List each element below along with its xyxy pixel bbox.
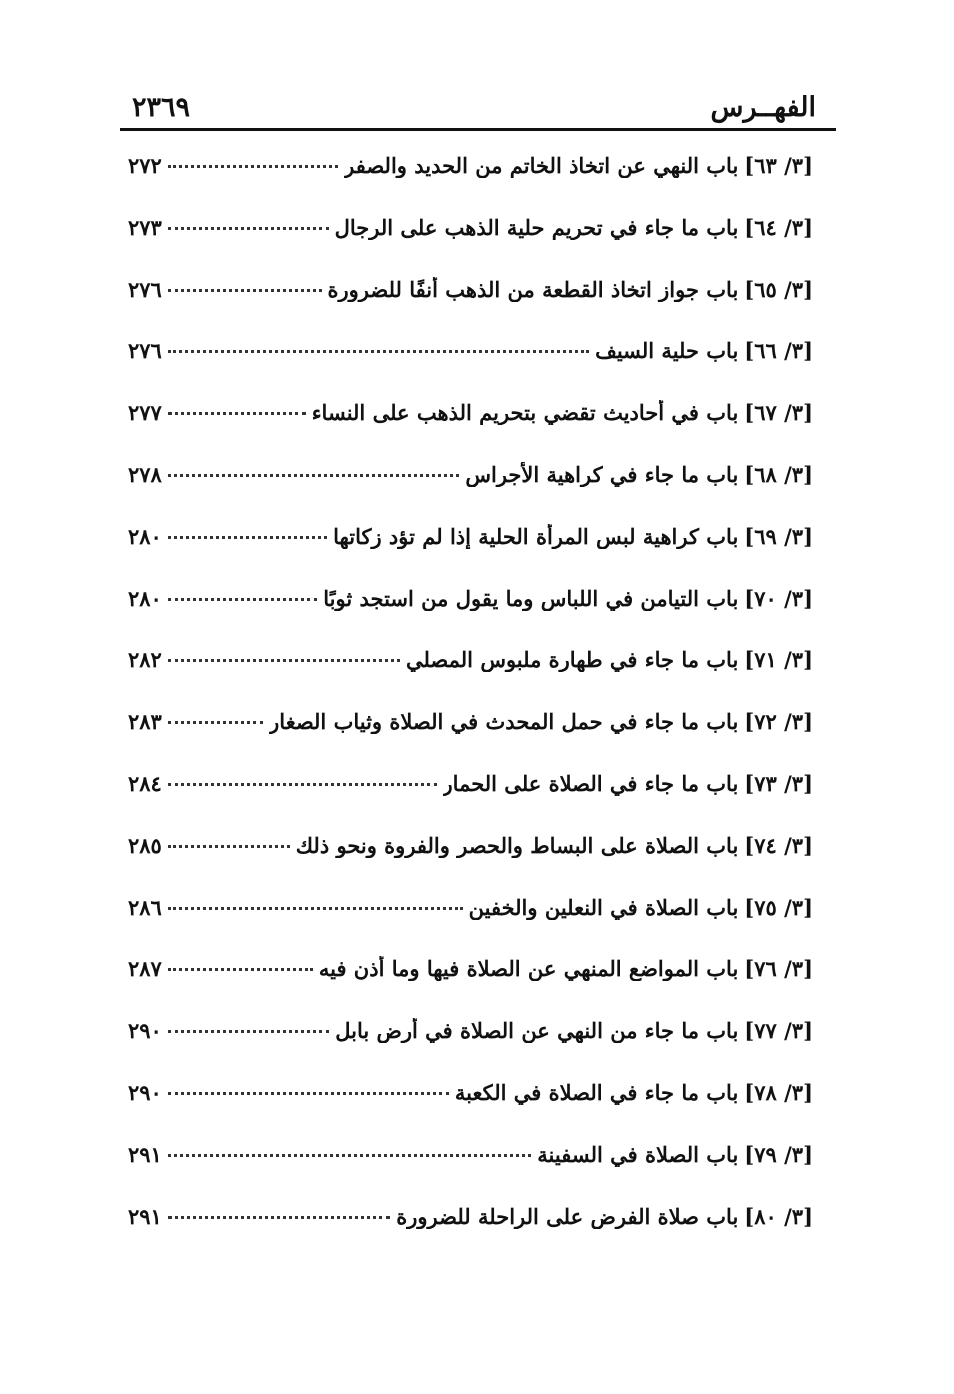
- toc-entry-title: باب ما جاء في حمل المحدث في الصلاة وثياب الصغار: [269, 709, 739, 735]
- toc-entry-number: [٣/ ٦٦]: [744, 338, 813, 364]
- toc-entry-number: [٣/ ٧٢]: [744, 709, 813, 735]
- toc-entry-number: [٣/ ٧٥]: [744, 894, 813, 920]
- toc-entry-title: باب المواضع المنهي عن الصلاة فيها وما أذن فيه: [318, 956, 739, 982]
- toc-entry-number: [٣/ ٧١]: [744, 647, 813, 673]
- toc-dot-leader: [168, 412, 306, 415]
- toc-dot-leader: [168, 659, 400, 662]
- toc-entry: [128, 1018, 813, 1080]
- table-of-contents: [128, 153, 813, 1265]
- toc-entry: [128, 1080, 813, 1142]
- toc-entry-title: باب الصلاة في السفينة: [537, 1141, 739, 1167]
- toc-entry: [128, 338, 813, 400]
- toc-dot-leader: [168, 1216, 390, 1219]
- toc-dot-leader: [168, 968, 313, 971]
- toc-entry-number: [٣/ ٧٣]: [744, 770, 813, 796]
- toc-entry-page: ٢٩١: [128, 1203, 162, 1229]
- toc-entry-page: ٢٧٧: [128, 400, 162, 426]
- toc-dot-leader: [168, 845, 290, 848]
- toc-entry: [128, 153, 813, 215]
- toc-entry-number: [٣/ ٧٧]: [744, 1018, 813, 1044]
- page-title: الفهــرس: [710, 92, 816, 123]
- toc-entry-page: ٢٨٥: [128, 832, 162, 858]
- toc-entry-title: باب ما جاء من النهي عن الصلاة في أرض بابل: [335, 1018, 739, 1044]
- toc-entry-title: باب صلاة الفرض على الراحلة للضرورة: [396, 1203, 739, 1229]
- toc-entry-page: ٢٧٦: [128, 276, 162, 302]
- toc-dot-leader: [168, 1092, 449, 1095]
- toc-entry-number: [٣/ ٦٤]: [744, 214, 813, 240]
- toc-entry-title: باب ما جاء في الصلاة على الحمار: [442, 770, 739, 796]
- page-number: ٢٣٦٩: [132, 92, 191, 123]
- header-rule: [120, 128, 836, 131]
- toc-dot-leader: [168, 783, 437, 786]
- toc-entry-title: باب جواز اتخاذ القطعة من الذهب أنفًا للضرورة: [327, 276, 739, 302]
- toc-entry-title: باب كراهية لبس المرأة الحلية إذا لم تؤد زكاتها: [333, 523, 739, 549]
- toc-dot-leader: [168, 907, 463, 910]
- toc-entry: [128, 895, 813, 957]
- toc-dot-leader: [168, 1154, 531, 1157]
- toc-dot-leader: [168, 598, 317, 601]
- toc-entry-page: ٢٧٣: [128, 214, 162, 240]
- toc-dot-leader: [168, 1030, 329, 1033]
- toc-entry-title: باب التيامن في اللباس وما يقول من استجد ثوبًا: [323, 585, 739, 611]
- toc-dot-leader: [168, 474, 460, 477]
- toc-dot-leader: [168, 289, 322, 292]
- toc-entry: [128, 1204, 813, 1266]
- toc-entry-page: ٢٨٣: [128, 709, 162, 735]
- toc-entry: [128, 215, 813, 277]
- toc-dot-leader: [168, 350, 589, 353]
- toc-entry: [128, 586, 813, 648]
- toc-entry-number: [٣/ ٧٩]: [744, 1141, 813, 1167]
- toc-entry-page: ٢٧٨: [128, 461, 162, 487]
- toc-entry-title: باب ما جاء في الصلاة في الكعبة: [454, 1079, 739, 1105]
- toc-entry: [128, 277, 813, 339]
- toc-entry-number: [٣/ ٧٦]: [744, 956, 813, 982]
- toc-entry: [128, 771, 813, 833]
- toc-entry: [128, 647, 813, 709]
- toc-entry-page: ٢٧٦: [128, 338, 162, 364]
- toc-entry: [128, 956, 813, 1018]
- toc-entry-title: باب حلية السيف: [595, 338, 739, 364]
- toc-dot-leader: [168, 536, 327, 539]
- toc-entry-page: ٢٨٠: [128, 585, 162, 611]
- toc-entry-page: ٢٨٠: [128, 523, 162, 549]
- toc-entry-title: باب النهي عن اتخاذ الخاتم من الحديد والصفر: [344, 153, 739, 178]
- toc-entry-number: [٣/ ٦٩]: [744, 523, 813, 549]
- toc-entry-number: [٣/ ٨٠]: [744, 1203, 813, 1229]
- toc-entry: [128, 1142, 813, 1204]
- toc-entry: [128, 400, 813, 462]
- toc-dot-leader: [168, 165, 338, 168]
- toc-entry-number: [٣/ ٦٨]: [744, 461, 813, 487]
- toc-entry: [128, 524, 813, 586]
- toc-entry: [128, 833, 813, 895]
- toc-dot-leader: [168, 721, 263, 724]
- toc-entry: [128, 462, 813, 524]
- toc-entry-number: [٣/ ٧٨]: [744, 1079, 813, 1105]
- page-header: [120, 86, 836, 130]
- toc-entry-number: [٣/ ٧٤]: [744, 832, 813, 858]
- toc-entry-title: باب الصلاة في النعلين والخفين: [468, 894, 739, 920]
- toc-entry-page: ٢٩٠: [128, 1079, 162, 1105]
- toc-entry-page: ٢٨٧: [128, 956, 162, 982]
- toc-entry-number: [٣/ ٧٠]: [744, 585, 813, 611]
- toc-entry-title: باب ما جاء في تحريم حلية الذهب على الرجال: [334, 214, 739, 240]
- toc-dot-leader: [168, 227, 329, 230]
- toc-entry-title: باب في أحاديث تقضي بتحريم الذهب على النساء: [311, 400, 739, 426]
- toc-entry-title: باب ما جاء في طهارة ملبوس المصلي: [405, 647, 739, 673]
- toc-entry-number: [٣/ ٦٧]: [744, 400, 813, 426]
- toc-entry: [128, 709, 813, 771]
- toc-entry-page: ٢٨٦: [128, 894, 162, 920]
- toc-entry-number: [٣/ ٦٣]: [744, 153, 813, 178]
- toc-entry-title: باب الصلاة على البساط والحصر والفروة ونحو ذلك: [295, 832, 739, 858]
- toc-entry-number: [٣/ ٦٥]: [744, 276, 813, 302]
- toc-entry-page: ٢٩١: [128, 1141, 162, 1167]
- toc-entry-page: ٢٨٢: [128, 647, 162, 673]
- toc-entry-page: ٢٩٠: [128, 1018, 162, 1044]
- toc-entry-page: ٢٨٤: [128, 770, 162, 796]
- toc-entry-title: باب ما جاء في كراهية الأجراس: [465, 461, 739, 487]
- toc-entry-page: ٢٧٢: [128, 153, 162, 178]
